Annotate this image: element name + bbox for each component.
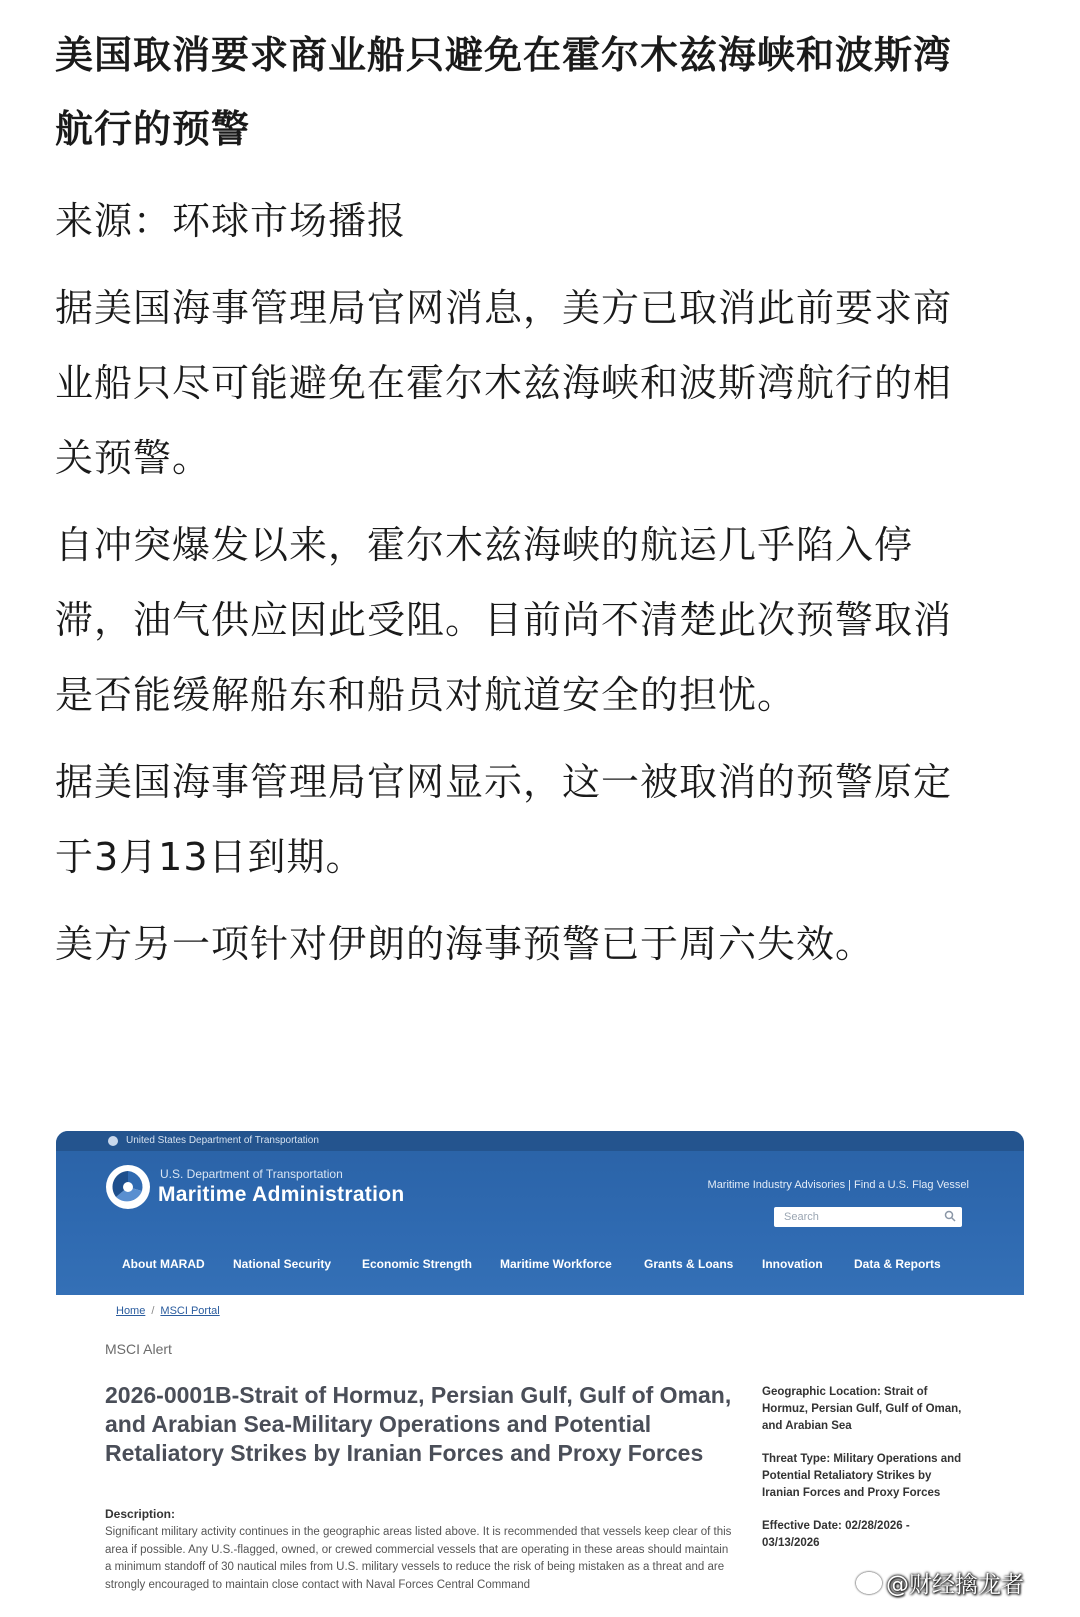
alert-sidebar — [762, 1384, 962, 1568]
main-nav — [56, 1257, 1024, 1283]
description-text: Significant military activity continues in the geographic areas listed above. It is recommended that vessels keep clear of this area if possible. Any U.S.-flagged, owned, or crewed commercial vessels that are operating in these areas should maintain a minimum standoff of 30 nautical miles from U.S. military vessels to reduce the risk of being mistaken as a threat and are strongly encouraged to maintain close contact with Naval Forces Central Command — [105, 1526, 732, 1591]
article-source: 来源：环球市场播报 — [55, 199, 407, 243]
weibo-watermark — [856, 1566, 1024, 1599]
threat-type: Threat Type: Military Operations and Potential Retaliatory Strikes by Iranian Forces and Proxy Forces — [762, 1453, 962, 1499]
geographic-location: Geographic Location: Strait of Hormuz, Persian Gulf, Gulf of Oman, and Arabian Sea — [762, 1386, 962, 1432]
top-links[interactable]: Maritime Industry Advisories | Find a U.S. Flag Vessel — [707, 1179, 969, 1191]
nav-economic-strength[interactable]: Economic Strength — [362, 1257, 473, 1271]
alert-kind: MSCI Alert — [105, 1341, 172, 1357]
agency-name[interactable]: Maritime Administration — [158, 1183, 405, 1206]
article-title: 美国取消要求商业船只避免在霍尔木兹海峡和波斯湾航行的预警 — [55, 33, 953, 151]
site-header — [56, 1131, 1024, 1295]
flag-icon — [108, 1136, 118, 1146]
nav-about-marad[interactable]: About MARAD — [122, 1257, 205, 1271]
article — [55, 18, 975, 994]
search-placeholder: Search — [784, 1211, 819, 1223]
breadcrumb-separator: / — [151, 1305, 155, 1317]
marad-website-screenshot — [56, 1131, 1024, 1617]
effective-date: Effective Date: 02/28/2026 - 03/13/2026 — [762, 1520, 910, 1549]
search-input[interactable] — [774, 1207, 962, 1227]
nav-grants-loans[interactable]: Grants & Loans — [644, 1257, 734, 1271]
paragraph-1: 据美国海事管理局官网消息，美方已取消此前要求商业船只尽可能避免在霍尔木兹海峡和波斯湾航行的相关预警。 — [55, 286, 953, 480]
breadcrumb — [116, 1305, 220, 1317]
paragraph-3: 据美国海事管理局官网显示，这一被取消的预警原定于3月13日到期。 — [55, 760, 953, 879]
nav-data-reports[interactable]: Data & Reports — [854, 1257, 941, 1271]
gov-banner-text: United States Department of Transportation — [126, 1135, 319, 1146]
gov-banner — [56, 1131, 1024, 1151]
dot-logo-icon[interactable] — [106, 1165, 150, 1209]
watermark-text: @财经擒龙者 — [886, 1572, 1024, 1598]
nav-maritime-workforce[interactable]: Maritime Workforce — [500, 1257, 612, 1271]
department-name: U.S. Department of Transportation — [160, 1167, 343, 1181]
alert-title: 2026-0001B-Strait of Hormuz, Persian Gulf, Gulf of Oman, and Arabian Sea-Military Operations and Potential Retaliatory Strikes by Iranian Forces and Proxy Forces — [105, 1382, 732, 1466]
paragraph-4: 美方另一项针对伊朗的海事预警已于周六失效。 — [55, 922, 875, 966]
breadcrumb-home[interactable]: Home — [116, 1305, 146, 1317]
nav-national-security[interactable]: National Security — [233, 1257, 332, 1271]
description-label: Description: — [105, 1507, 176, 1521]
paragraph-2: 自冲突爆发以来，霍尔木兹海峡的航运几乎陷入停滞，油气供应因此受阻。目前尚不清楚此次预警取消是否能缓解船东和船员对航道安全的担忧。 — [55, 523, 953, 717]
breadcrumb-current[interactable]: MSCI Portal — [160, 1305, 220, 1317]
weibo-icon — [856, 1572, 882, 1594]
nav-innovation[interactable]: Innovation — [762, 1257, 823, 1271]
search-icon[interactable] — [944, 1210, 956, 1225]
